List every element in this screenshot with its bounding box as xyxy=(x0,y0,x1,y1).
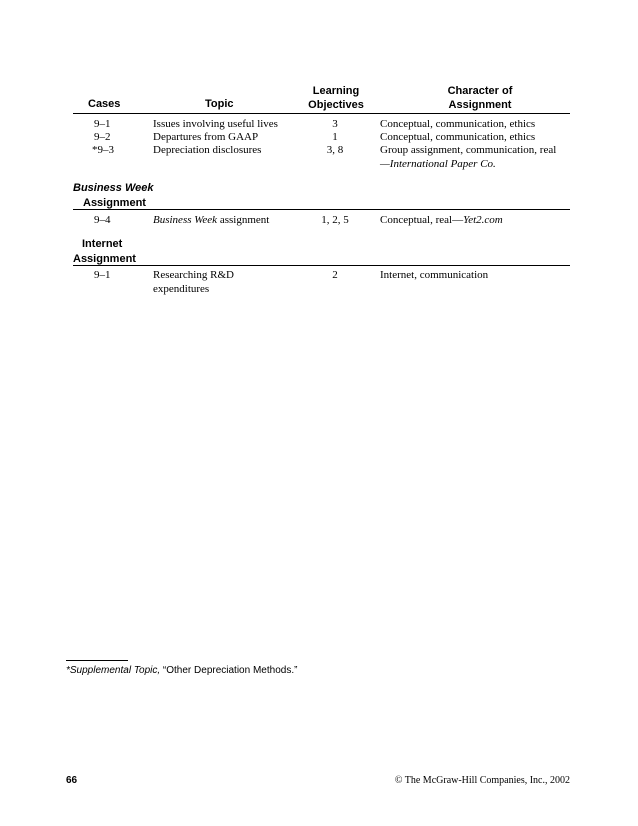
case-topic: Issues involving useful lives xyxy=(153,118,278,130)
bw-row-character xyxy=(380,213,503,227)
header-cases: Cases xyxy=(88,98,121,110)
internet-topic-line2: expenditures xyxy=(153,283,210,295)
internet-row-character: Internet, communication xyxy=(380,269,489,281)
header-lo-line1: Learning xyxy=(312,85,360,97)
case-objectives: 1 xyxy=(332,131,338,143)
bw-character-prefix: Conceptual, real— xyxy=(380,214,464,226)
bw-character-italic: Yet2.com xyxy=(463,214,503,226)
internet-topic-line1: Researching R&D xyxy=(153,269,234,281)
case-topic: Departures from GAAP xyxy=(153,131,259,143)
internet-subtitle: Assignment xyxy=(73,253,136,265)
page-number: 66 xyxy=(66,775,78,786)
header-rule xyxy=(73,113,570,114)
internet-row-topic xyxy=(153,268,234,296)
business-week-heading xyxy=(73,181,154,211)
internet-title: Internet xyxy=(82,238,123,250)
header-character xyxy=(410,84,550,112)
footnote-rest: “Other Depreciation Methods.” xyxy=(160,665,298,676)
internet-row-id: 9–1 xyxy=(94,269,111,281)
footnote xyxy=(66,664,297,677)
business-week-subtitle: Assignment xyxy=(83,197,146,209)
header-lo-line2: Objectives xyxy=(308,99,364,111)
case-character: Conceptual, communication, ethics xyxy=(380,131,536,143)
header-char-line1: Character of xyxy=(447,85,513,97)
case-topic: Depreciation disclosures xyxy=(153,144,262,156)
copyright: © The McGraw-Hill Companies, Inc., 2002 xyxy=(394,775,570,786)
case-objectives: 3, 8 xyxy=(326,144,344,156)
footnote-italic: *Supplemental Topic, xyxy=(66,665,161,676)
case-character-line2: —International Paper Co. xyxy=(380,158,496,170)
case-id: 9–1 xyxy=(94,118,111,130)
header-topic: Topic xyxy=(205,98,234,110)
footnote-rule xyxy=(66,660,128,661)
header-char-line2: Assignment xyxy=(448,99,512,111)
case-objectives: 3 xyxy=(332,118,338,130)
internet-rule xyxy=(73,265,570,266)
business-week-rule xyxy=(73,209,570,210)
case-character: Conceptual, communication, ethics xyxy=(380,118,536,130)
case-id: 9–2 xyxy=(94,131,111,143)
bw-topic-rest: assignment xyxy=(217,214,270,226)
bw-row-id: 9–4 xyxy=(94,214,111,226)
header-learning-objectives xyxy=(300,84,372,112)
internet-heading xyxy=(73,237,136,267)
case-id: *9–3 xyxy=(92,144,114,156)
bw-row-topic xyxy=(153,213,269,227)
bw-topic-italic: Business Week xyxy=(153,214,218,226)
internet-row-objectives: 2 xyxy=(332,269,338,281)
bw-row-objectives: 1, 2, 5 xyxy=(321,214,349,226)
case-character: Group assignment, communication, real xyxy=(380,144,557,156)
business-week-title: Business Week xyxy=(73,182,154,194)
